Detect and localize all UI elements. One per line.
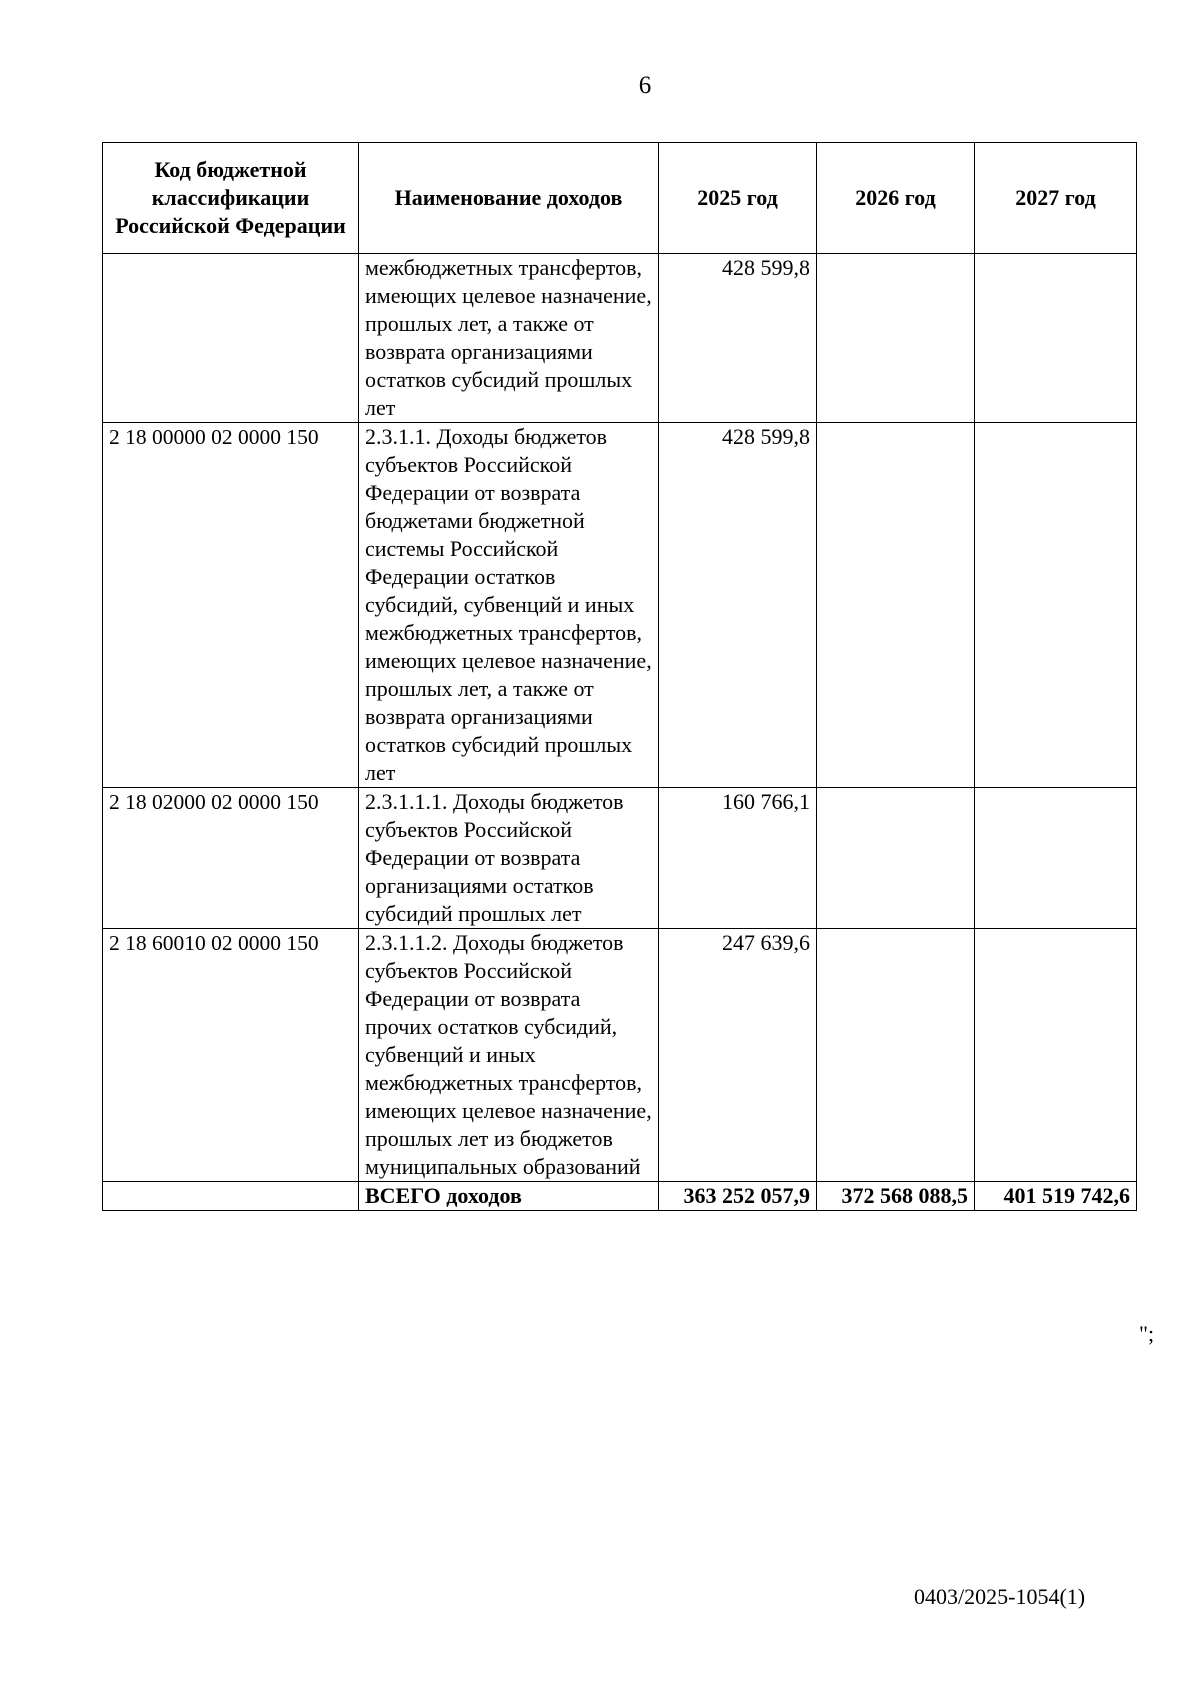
- amount-2027-cell: [975, 929, 1137, 1182]
- budget-code-cell: 2 18 60010 02 0000 150: [103, 929, 359, 1182]
- header-year-2027: 2027 год: [975, 143, 1137, 254]
- table-header-row: [103, 143, 1137, 254]
- amount-2025-cell: 247 639,6: [659, 929, 817, 1182]
- budget-code-cell: 2 18 00000 02 0000 150: [103, 423, 359, 788]
- total-code-cell: [103, 1182, 359, 1211]
- table-row: [103, 929, 1137, 1182]
- header-year-2026: 2026 год: [817, 143, 975, 254]
- total-2025: 363 252 057,9: [659, 1182, 817, 1211]
- amount-2027-cell: [975, 423, 1137, 788]
- revenue-name-cell: 2.3.1.1. Доходы бюджетов субъектов Российской Федерации от возврата бюджетами бюджетной системы Российской Федерации остатков субсидий, субвенций и иных межбюджетных трансфертов, имеющих целевое назначение, прошлых лет, а также от возврата организациями остатков субсидий прошлых лет: [359, 423, 659, 788]
- closing-quote-mark: ";: [1139, 1321, 1155, 1346]
- revenue-table: [102, 142, 1137, 1211]
- table-row: [103, 254, 1137, 423]
- total-label: ВСЕГО доходов: [359, 1182, 659, 1211]
- header-revenue-name: Наименование доходов: [359, 143, 659, 254]
- header-year-2025: 2025 год: [659, 143, 817, 254]
- revenue-name-cell: 2.3.1.1.1. Доходы бюджетов субъектов Российской Федерации от возврата организациями остатков субсидий прошлых лет: [359, 788, 659, 929]
- amount-2026-cell: [817, 788, 975, 929]
- amount-2026-cell: [817, 254, 975, 423]
- document-registration-code: 0403/2025-1054(1): [914, 1584, 1086, 1609]
- amount-2027-cell: [975, 788, 1137, 929]
- amount-2027-cell: [975, 254, 1137, 423]
- table-row: [103, 788, 1137, 929]
- budget-code-cell: 2 18 02000 02 0000 150: [103, 788, 359, 929]
- amount-2025-cell: 428 599,8: [659, 423, 817, 788]
- page-number: 6: [638, 72, 652, 99]
- total-2026: 372 568 088,5: [817, 1182, 975, 1211]
- total-2027: 401 519 742,6: [975, 1182, 1137, 1211]
- budget-code-cell: [103, 254, 359, 423]
- revenue-name-cell: 2.3.1.1.2. Доходы бюджетов субъектов Российской Федерации от возврата прочих остатков субсидий, субвенций и иных межбюджетных трансфертов, имеющих целевое назначение, прошлых лет из бюджетов муниципальных образований: [359, 929, 659, 1182]
- header-budget-code: Код бюджетной классификации Российской Федерации: [103, 143, 359, 254]
- amount-2026-cell: [817, 929, 975, 1182]
- amount-2025-cell: 428 599,8: [659, 254, 817, 423]
- amount-2026-cell: [817, 423, 975, 788]
- table-row: [103, 423, 1137, 788]
- revenue-name-cell: межбюджетных трансфертов, имеющих целевое назначение, прошлых лет, а также от возврата организациями остатков субсидий прошлых лет: [359, 254, 659, 423]
- total-row: [103, 1182, 1137, 1211]
- amount-2025-cell: 160 766,1: [659, 788, 817, 929]
